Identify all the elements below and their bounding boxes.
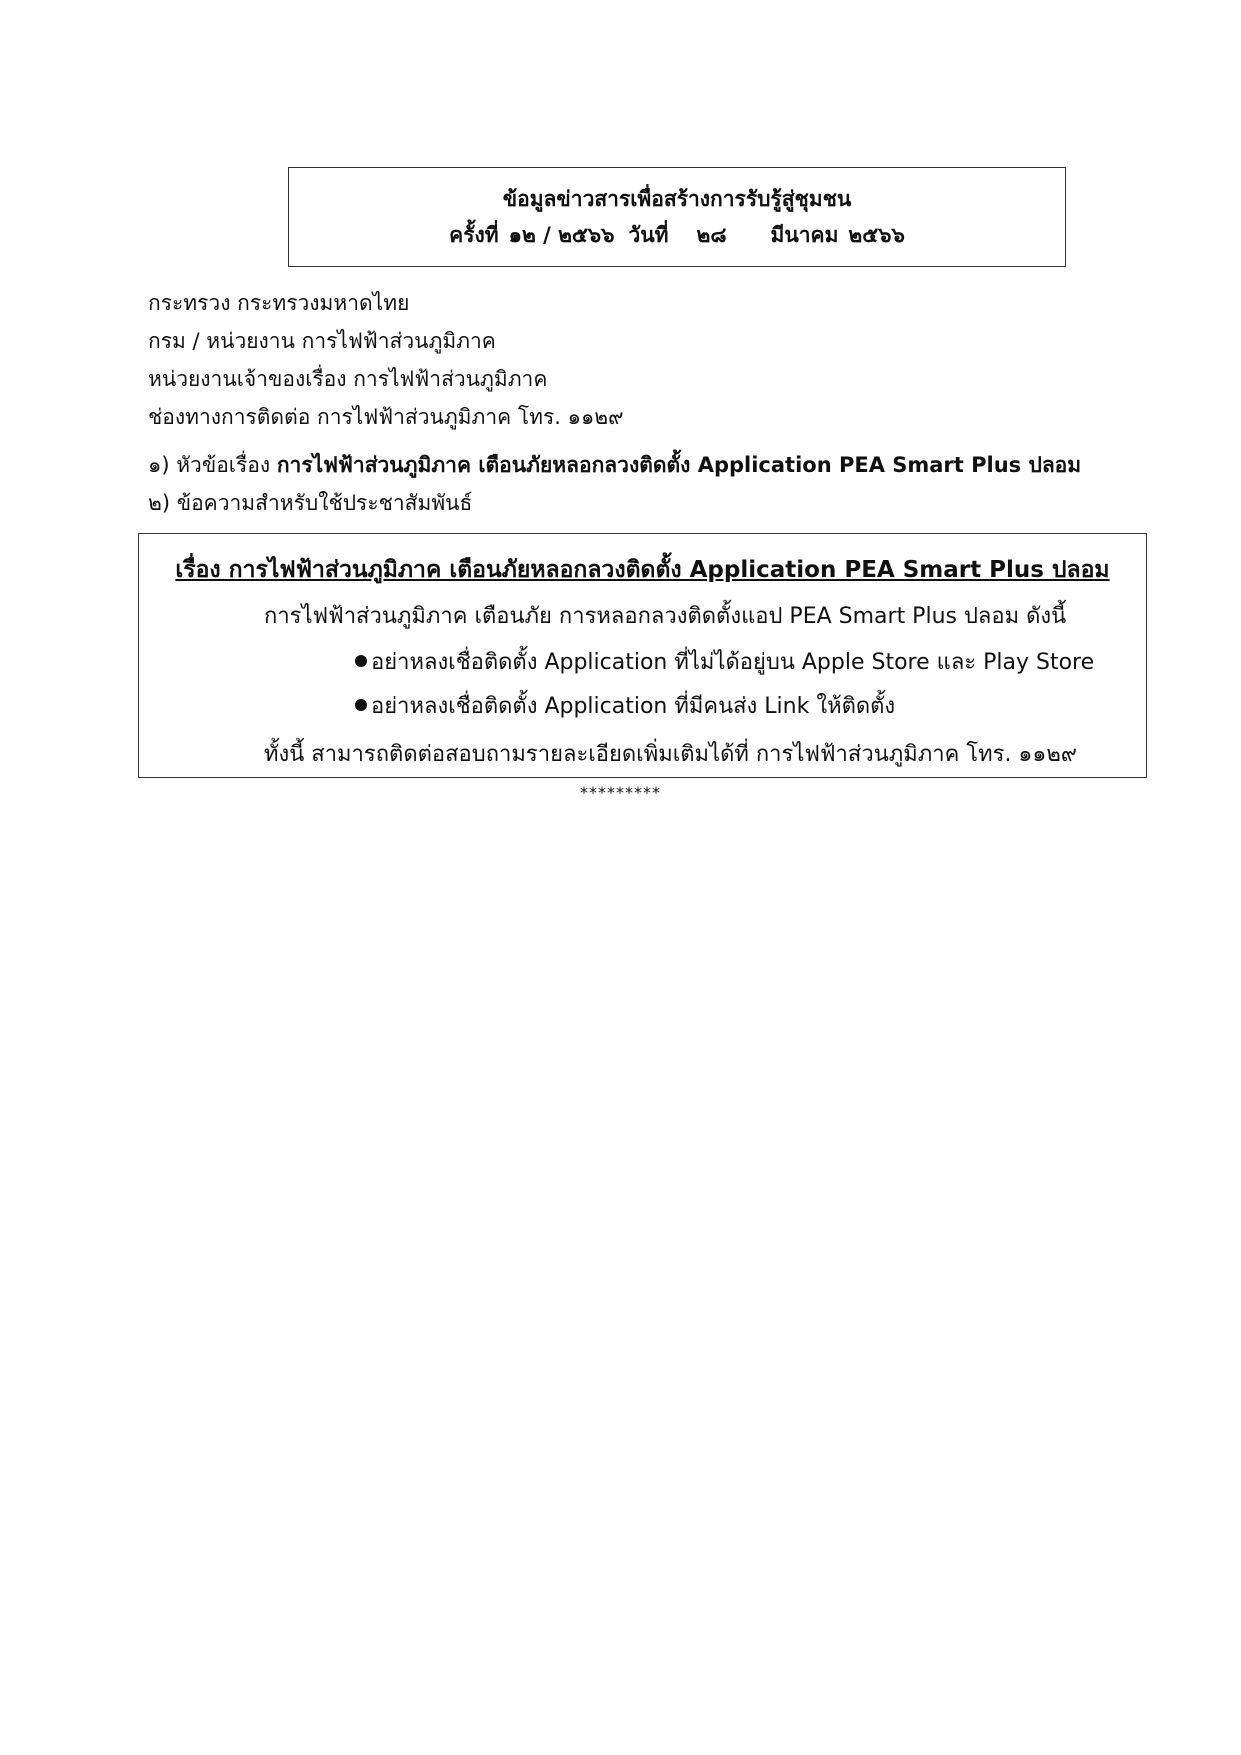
message-title: เรื่อง การไฟฟ้าส่วนภูมิภาค เตือนภัยหลอกลวงติดตั้ง Application PEA Smart Plus ปลอม (175, 557, 1110, 583)
header-box (288, 167, 1066, 267)
end-marker: ********* (580, 783, 661, 802)
bullet-dot-icon (355, 655, 367, 667)
bullet-dot-icon (355, 699, 367, 711)
owner-line: หน่วยงานเจ้าของเรื่อง การไฟฟ้าส่วนภูมิภาค (148, 367, 548, 391)
bullet-text: อย่าหลงเชื่อติดตั้ง Application ที่มีคนส่ง Link ให้ติดตั้ง (371, 694, 896, 719)
topic-label: ๑) หัวข้อเรื่อง (148, 453, 271, 477)
issue-line (289, 220, 1065, 250)
message-footer: ทั้งนี้ สามารถติดต่อสอบถามรายละเอียดเพิ่มเติมได้ที่ การไฟฟ้าส่วนภูมิภาค โทร. ๑๑๒๙ (264, 742, 1077, 767)
issue-year: ๒๕๖๖ (848, 223, 905, 247)
issue-month: มีนาคม (770, 223, 839, 247)
contact-line: ช่องทางการติดต่อ การไฟฟ้าส่วนภูมิภาค โทร. ๑๑๒๙ (148, 405, 624, 429)
bullet-item (355, 691, 895, 723)
issue-number: ๑๒ / ๒๕๖๖ (508, 223, 615, 247)
bullet-item (355, 647, 1094, 679)
message-intro: การไฟฟ้าส่วนภูมิภาค เตือนภัย การหลอกลวงติดตั้งแอป PEA Smart Plus ปลอม ดังนี้ (264, 604, 1067, 629)
message-label: ๒) ข้อความสำหรับใช้ประชาสัมพันธ์ (148, 491, 473, 515)
message-box (138, 533, 1147, 778)
day-label: วันที่ (628, 223, 669, 247)
bullet-text: อย่าหลงเชื่อติดตั้ง Application ที่ไม่ได้อยู่บน Apple Store และ Play Store (371, 650, 1095, 675)
issue-prefix: ครั้งที่ (449, 223, 499, 247)
topic-text: การไฟฟ้าส่วนภูมิภาค เตือนภัยหลอกลวงติดตั้ง Application PEA Smart Plus ปลอม (276, 453, 1082, 477)
department-line: กรม / หน่วยงาน การไฟฟ้าส่วนภูมิภาค (148, 329, 496, 353)
document-title: ข้อมูลข่าวสารเพื่อสร้างการรับรู้สู่ชุมชน (502, 187, 852, 211)
issue-day: ๒๘ (696, 223, 727, 247)
ministry-line: กระทรวง กระทรวงมหาดไทย (148, 291, 410, 315)
topic-line (148, 450, 1081, 480)
